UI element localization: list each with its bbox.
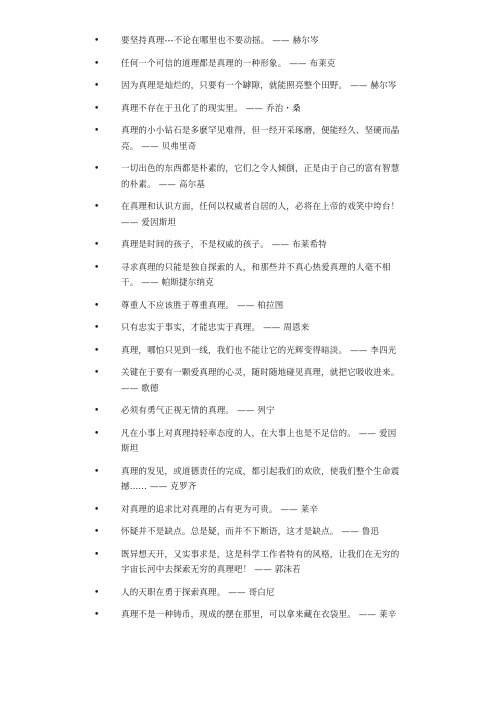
bullet-icon: • [94, 262, 100, 273]
bullet-icon: • [94, 428, 100, 439]
quote-text: 要坚持真理---不论在哪里也不要动摇。 —— 赫尔岑 [121, 36, 319, 46]
quote-text: 怀疑并不是缺点。总是疑，而并不下断语，这才是缺点。 —— 鲁迅 [121, 527, 380, 537]
quote-item [0, 79, 496, 95]
quote-item [0, 124, 496, 155]
quote-text: 真理的小小钻石是多麽罕见难得，但一经开采琢磨，便能经久、坚硬而晶亮。 —— 贝弗里奇 [121, 126, 400, 152]
bullet-icon: • [94, 527, 100, 537]
bullet-icon: • [94, 504, 100, 515]
quote-item [0, 102, 496, 118]
bullet-icon: • [94, 240, 100, 250]
quote-text: 必须有勇气正视无情的真理。 —— 列宁 [121, 406, 275, 416]
quote-item [0, 321, 496, 337]
quote-text: 一切出色的东西都是朴素的，它们之令人倾倒，正是由于自己的富有智慧的朴素。 —— 高尔基 [121, 164, 400, 190]
quote-item [0, 503, 496, 519]
bullet-icon: • [94, 466, 100, 477]
quote-text: 因为真理是灿烂的，只要有一个罅隙，就能照亮整个田野。 —— 赫尔岑 [121, 81, 397, 91]
quote-item [0, 586, 496, 602]
quote-item [0, 57, 496, 73]
bullet-icon: • [94, 58, 100, 69]
quote-item [0, 238, 496, 254]
quote-item [0, 261, 496, 292]
quote-text: 真理的发见，或道德责任的完成，都引起我们的欢欣，使我们整个生命震撼…… —— 克罗齐 [121, 466, 400, 492]
quote-item [0, 162, 496, 193]
quote-item [0, 299, 496, 315]
quote-text: 真理不存在于丑化了的现实里。 —— 乔治・桑 [121, 103, 301, 114]
quote-text: 在真理和认识方面，任何以权威者自居的人，必将在上帝的戏笑中垮台！ —— 爱因斯坦 [121, 202, 400, 228]
quote-text: 真理是时间的孩子，不是权威的孩子。 —— 布莱希特 [121, 240, 327, 250]
quote-item [0, 200, 496, 231]
quote-item [0, 548, 496, 579]
bullet-icon: • [94, 126, 100, 136]
quote-item [0, 525, 496, 541]
quote-list [0, 34, 496, 631]
quote-text: 真理不是一种铸币，现成的摆在那里，可以拿来藏在衣袋里。 —— 莱辛 [121, 610, 397, 620]
quote-text: 尊重人不应该胜于尊重真理。 —— 柏拉图 [121, 300, 284, 311]
quote-item [0, 465, 496, 496]
quote-item [0, 34, 496, 50]
bullet-icon: • [94, 300, 100, 311]
bullet-icon: • [94, 406, 100, 416]
bullet-icon: • [94, 610, 100, 620]
quote-item [0, 404, 496, 420]
quote-text: 任何一个可信的道理都是真理的一种形象。 —— 布莱克 [121, 58, 336, 69]
bullet-icon: • [94, 368, 100, 378]
quote-text: 真理，哪怕只见到一线，我们也不能让它的光辉变得暗淡。 —— 李四光 [121, 345, 397, 356]
quote-text: 对真理的追求比对真理的占有更为可贵。 —— 莱辛 [121, 504, 319, 515]
quote-text: 人的天职在勇于探索真理。 —— 哥白尼 [121, 587, 275, 598]
quote-item [0, 366, 496, 397]
bullet-icon: • [94, 164, 100, 174]
quote-item [0, 427, 496, 458]
quote-item [0, 608, 496, 624]
quote-item [0, 344, 496, 360]
bullet-icon: • [94, 36, 100, 46]
bullet-icon: • [94, 81, 100, 91]
bullet-icon: • [94, 323, 100, 333]
quote-text: 寻求真理的只能是独自探索的人，和那些并不真心热爱真理的人毫不相干。 —— 帕斯捷尔纳克 [121, 262, 391, 288]
quote-text: 凡在小事上对真理持轻率态度的人，在大事上也是不足信的。 —— 爱因斯坦 [121, 428, 397, 454]
bullet-icon: • [94, 587, 100, 598]
quote-text: 关键在于要有一颗爱真理的心灵，随时随地碰见真理，就把它吸收进来。 —— 歌德 [121, 368, 400, 394]
bullet-icon: • [94, 549, 100, 560]
quote-text: 只有忠实于事实，才能忠实于真理。 —— 周恩来 [121, 323, 310, 333]
bullet-icon: • [94, 202, 100, 212]
bullet-icon: • [94, 103, 100, 114]
bullet-icon: • [94, 345, 100, 356]
quote-text: 既异想天开，又实事求是，这是科学工作者特有的风格，让我们在无穷的宇宙长河中去探索无穷的真理吧！ —— 郭沫若 [121, 549, 400, 575]
